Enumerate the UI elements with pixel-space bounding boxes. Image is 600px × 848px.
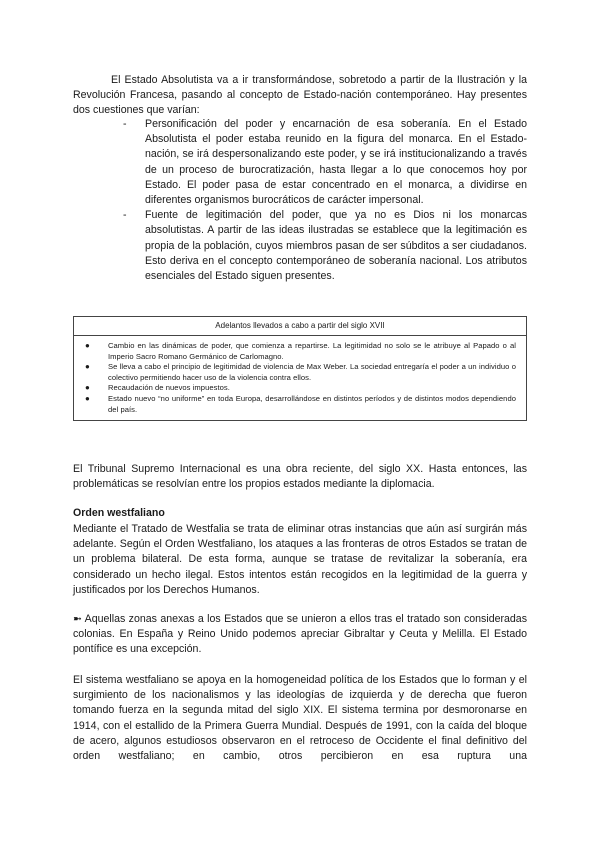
list-item — [123, 117, 527, 208]
list-item-text: Fuente de legitimación del poder, que ya no es Dios ni los monarcas absolutistas. A partir de las ideas ilustradas se establece que la legitimación es propia de la población, cuyos miembros pasan de ser súbditos a ser ciudadanos. Esto deriva en el concepto contemporáneo de soberanía nacional. Los atributos esenciales del Estado siguen presentes. — [145, 209, 527, 283]
section-heading: Orden westfaliano — [73, 507, 165, 519]
bullet-icon: ● — [85, 341, 90, 350]
list-item — [74, 383, 516, 394]
orden-paragraph: Mediante el Tratado de Westfalia se trata de eliminar otras instancias que aún así surgirán más adelante. Según el Orden Westfaliano, los ataques a las fronteras de otros Estados se tratan de un problema bilateral. De esta forma, aunque se tratase de revitalizar la soberanía, era considerado un hecho ilegal. Estos intentos están recogidos en la legitimidad de la guerra y justificados por los Derechos Humanos. — [73, 523, 527, 596]
list-item-text: Se lleva a cabo el principio de legitimidad de violencia de Max Weber. La sociedad entregaría el poder a un individuo o colectivo permitiendo hacer uso de la violencia contra ellos. — [108, 362, 516, 382]
bullet-icon: ● — [85, 393, 90, 403]
list-item-text: Cambio en las dinámicas de poder, que comienza a repartirse. La legitimidad no solo se le atribuye al Papado o al Imperio Sacro Romano Germánico de Carlomagno. — [108, 341, 516, 361]
bullet-icon: ● — [85, 383, 90, 393]
list-item-text: Estado nuevo “no uniforme” en toda Europa, desarrollándose en distintos períodos y de distintos modos dependiendo del país. — [108, 393, 516, 414]
list-item — [74, 362, 516, 383]
list-item — [123, 208, 527, 284]
advances-table-title: Adelantos llevados a cabo a partir del siglo XVII — [74, 317, 526, 336]
advances-table — [73, 316, 527, 421]
list-item-text: Personificación del poder y encarnación de esa soberanía. En el Estado Absolutista el poder estaba reunido en la figura del monarca. En el Estado-nación, se irá despersonalizando este poder, y se irá institucionalizando a través de un proceso de burocratización, hasta llegar a lo que conocemos hoy por Estado. El poder pasa de estar concentrado en el monarca, a dividirse en diferentes organismos burocráticos de carácter impersonal. — [145, 118, 527, 207]
note-paragraph: ➼ Aquellas zonas anexas a los Estados que se unieron a ellos tras el tratado son consideradas colonias. En España y Reino Unido podemos apreciar Gibraltar y Ceuta y Melilla. El Estado pontífice es una excepción. — [73, 613, 527, 656]
sistema-paragraph: El sistema westfaliano se apoya en la homogeneidad política de los Estados que lo forman y el surgimiento de los nacionalismos y las ideologías de izquierda y de derecha que fueron tomando fuerza en la segunda mitad del siglo XIX. El sistema termina por desmoronarse en 1914, con el estallido de la Primera Guerra Mundial. Después de 1991, con la caída del bloque de acero, algunos estudiosos observaron en el retroceso de Occidente el final definitivo del orden westfaliano; en cambio, otros percibieron en esa ruptura una — [73, 674, 527, 763]
bullet-icon: ● — [85, 362, 90, 372]
list-item — [74, 394, 516, 415]
list-item-text: Recaudación de nuevos impuestos. — [108, 383, 230, 393]
tribunal-paragraph: El Tribunal Supremo Internacional es una obra reciente, del siglo XX. Hasta entonces, las problemáticas se resolvían entre los propios estados mediante la diplomacia. — [73, 463, 527, 491]
advances-list — [74, 336, 526, 420]
list-item — [74, 341, 516, 362]
intro-paragraph: El Estado Absolutista va a ir transformándose, sobretodo a partir de la Ilustración y la Revolución Francesa, pasando al concepto de Estado-nación contemporáneo. Hay presentes dos cuestiones que varían: — [73, 74, 527, 117]
dash-marker: - — [123, 209, 127, 222]
changes-list — [123, 117, 527, 284]
dash-marker: - — [123, 118, 127, 130]
